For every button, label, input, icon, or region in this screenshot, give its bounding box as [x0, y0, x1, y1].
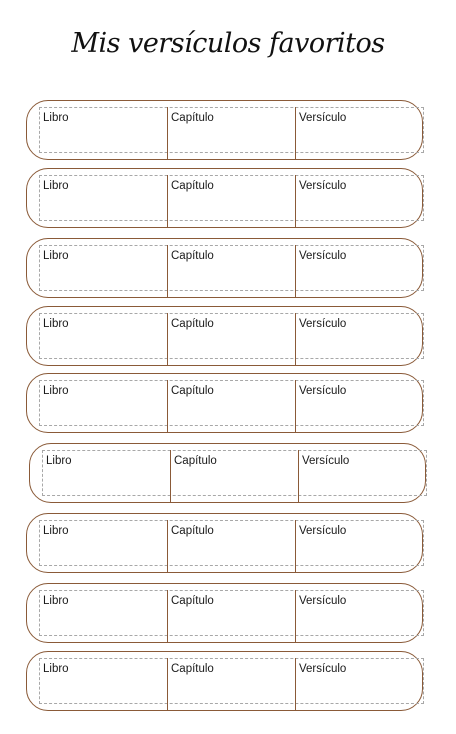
column-divider: [167, 245, 168, 297]
versiculo-label: Versículo: [299, 595, 347, 607]
versiculo-label: Versículo: [299, 525, 347, 537]
column-divider: [167, 380, 168, 432]
column-divider: [298, 450, 299, 502]
column-divider: [167, 107, 168, 159]
dashed-frame: [39, 175, 424, 221]
libro-label: Libro: [46, 455, 72, 467]
capitulo-label: Capítulo: [171, 663, 214, 675]
capitulo-label: Capítulo: [171, 318, 214, 330]
column-divider: [295, 107, 296, 159]
libro-label: Libro: [43, 112, 69, 124]
dashed-frame: [42, 450, 427, 496]
verse-entry-row: [26, 373, 423, 433]
column-divider: [295, 380, 296, 432]
capitulo-label: Capítulo: [171, 180, 214, 192]
column-divider: [295, 245, 296, 297]
dashed-frame: [39, 313, 424, 359]
capitulo-label: Capítulo: [171, 385, 214, 397]
dashed-frame: [39, 658, 424, 704]
capitulo-label: Capítulo: [174, 455, 217, 467]
libro-label: Libro: [43, 180, 69, 192]
column-divider: [295, 313, 296, 365]
dashed-frame: [39, 380, 424, 426]
column-divider: [167, 175, 168, 227]
capitulo-label: Capítulo: [171, 250, 214, 262]
libro-label: Libro: [43, 595, 69, 607]
capitulo-label: Capítulo: [171, 112, 214, 124]
column-divider: [295, 590, 296, 642]
libro-label: Libro: [43, 525, 69, 537]
dashed-frame: [39, 590, 424, 636]
versiculo-label: Versículo: [299, 385, 347, 397]
dashed-frame: [39, 245, 424, 291]
column-divider: [170, 450, 171, 502]
verse-entry-row: [26, 651, 423, 711]
column-divider: [295, 175, 296, 227]
versiculo-label: Versículo: [299, 112, 347, 124]
capitulo-label: Capítulo: [171, 525, 214, 537]
verse-entry-row: [26, 100, 423, 160]
libro-label: Libro: [43, 385, 69, 397]
verse-entry-row: [26, 168, 423, 228]
libro-label: Libro: [43, 318, 69, 330]
versiculo-label: Versículo: [302, 455, 350, 467]
verse-entry-row: [26, 583, 423, 643]
column-divider: [295, 658, 296, 710]
versiculo-label: Versículo: [299, 250, 347, 262]
versiculo-label: Versículo: [299, 318, 347, 330]
page-title: Mis versículos favoritos: [71, 28, 385, 59]
verse-entry-row: [26, 238, 423, 298]
column-divider: [167, 520, 168, 572]
verse-entry-row: [26, 306, 423, 366]
libro-label: Libro: [43, 250, 69, 262]
column-divider: [167, 658, 168, 710]
column-divider: [295, 520, 296, 572]
versiculo-label: Versículo: [299, 180, 347, 192]
verse-entry-row: [29, 443, 426, 503]
libro-label: Libro: [43, 663, 69, 675]
dashed-frame: [39, 520, 424, 566]
capitulo-label: Capítulo: [171, 595, 214, 607]
column-divider: [167, 313, 168, 365]
dashed-frame: [39, 107, 424, 153]
versiculo-label: Versículo: [299, 663, 347, 675]
column-divider: [167, 590, 168, 642]
verse-entry-row: [26, 513, 423, 573]
